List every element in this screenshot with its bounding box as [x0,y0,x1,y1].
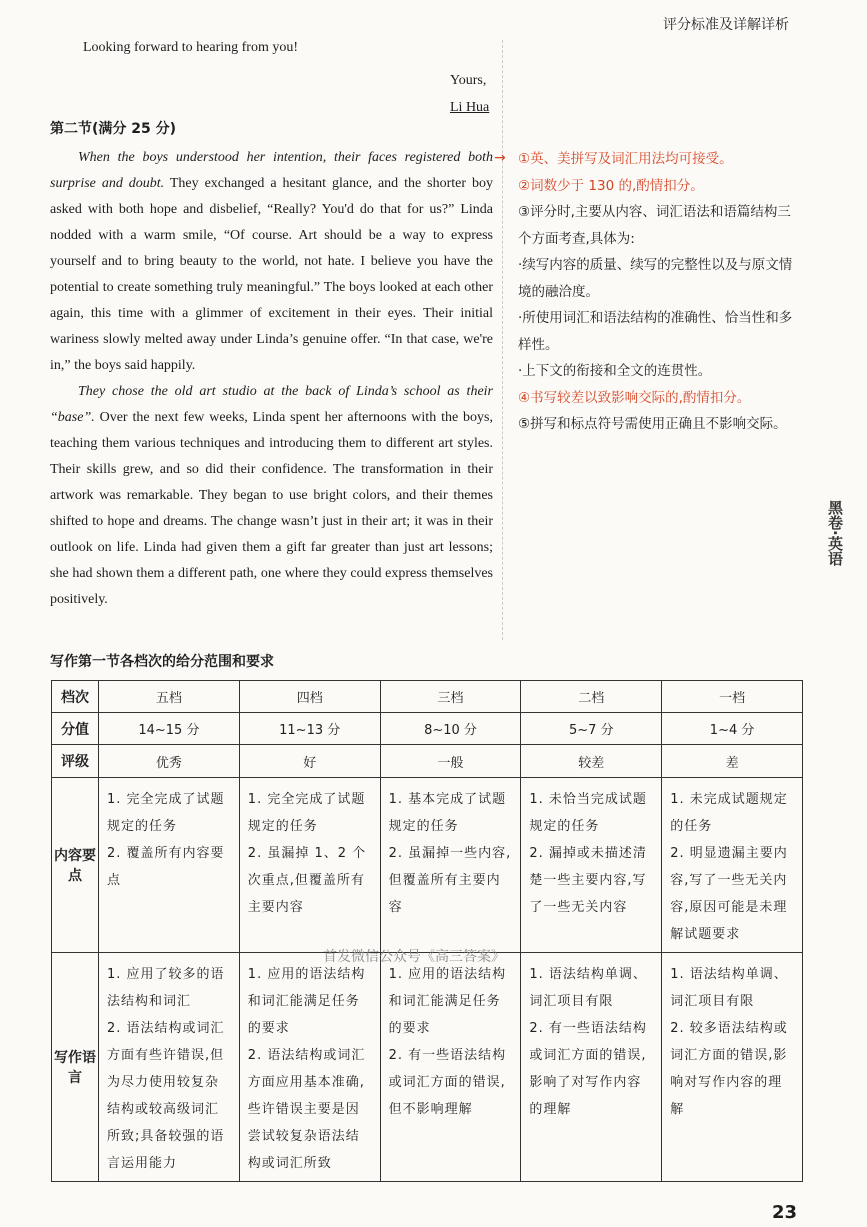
language-text: 1. 应用的语法结构和词汇能满足任务的要求 2. 有一些语法结构或词汇方面的错误,但不影响理解 [388,967,507,1117]
note-2-text: ②词数少于 130 的,酌情扣分。 [518,177,704,194]
score-cell: 8~10 分 [380,713,521,745]
essay-p1-body: They exchanged a hesitant glance, and the shorter boy asked with both hope and disbelief, “Really? You'd do that for us?” Linda nodded with a warm smile, “Of course. Art should be a way to express yourself and to bring beauty to the world, not hate. I believe you have the potential to create something truly meaningful.” The boys looked at each other again, this time with a glimmer of excitement in their eyes. Their initial wariness slowly melted away under Linda’s genuine offer. “In that case, we're in,” the boys said happily. [50,176,493,373]
note-2 [518,173,803,200]
level-cell: 二档 [521,681,662,713]
table-row-level [52,681,803,713]
content-text: 1. 完全完成了试题规定的任务 2. 虽漏掉 1、2 个次重点,但覆盖所有主要内容 [247,792,367,915]
content-text: 1. 基本完成了试题规定的任务 2. 虽漏掉一些内容,但覆盖所有主要内容 [388,792,512,915]
language-text: 1. 语法结构单调、词汇项目有限 2. 有一些语法结构或词汇方面的错误,影响了对写作内容的理解 [529,967,647,1117]
score-cell: 11~13 分 [239,713,380,745]
letter-yours: Yours, [450,73,487,88]
scoring-notes [518,146,803,438]
essay-paragraph-2 [50,379,493,613]
row-label-content: 内容要点 [52,778,99,953]
content-text: 1. 未完成试题规定的任务 2. 明显遗漏主要内容,写了一些无关内容,原因可能是未理解试题要求 [670,792,788,942]
score-cell: 1~4 分 [662,713,803,745]
letter-closing-line: Looking forward to hearing from you! [83,40,298,55]
rating-cell: 优秀 [99,745,240,778]
score-cell: 5~7 分 [521,713,662,745]
language-text: 1. 应用的语法结构和词汇能满足任务的要求 2. 语法结构或词汇方面应用基本准确,些许错误主要是因尝试较复杂语法结构或词汇所致 [247,967,366,1171]
level-cell: 三档 [380,681,521,713]
essay-p1-first-sentence: When the boys understood her intention, their faces registered both surprise and doubt. [50,150,493,191]
language-cell [239,953,380,1182]
row-label-score: 分值 [52,713,99,745]
side-tab-label: 黑卷·英语 [826,500,844,566]
note-3c: ·上下文的衔接和全文的连贯性。 [518,363,712,379]
content-cell [239,778,380,953]
rating-cell: 较差 [521,745,662,778]
table-row-content [52,778,803,953]
language-cell [99,953,240,1182]
note-5: ⑤拼写和标点符号需使用正确且不影响交际。 [518,416,787,432]
table-row-rating [52,745,803,778]
page-header-title: 评分标准及详解详析 [663,17,789,33]
column-divider [502,40,503,640]
language-cell [380,953,521,1182]
table-title: 写作第一节各档次的给分范围和要求 [50,654,274,670]
note-1: ①英、美拼写及词汇用法均可接受。 [518,151,733,167]
language-text: 1. 语法结构单调、词汇项目有限 2. 较多语法结构或词汇方面的错误,影响对写作内容的理解 [670,967,788,1117]
row-label-level: 档次 [52,681,99,713]
note-3b: ·所使用词汇和语法结构的准确性、恰当性和多样性。 [518,310,793,353]
essay-p2-body: Over the next few weeks, Linda spent her afternoons with the boys, teaching them various techniques and introducing them to different art styles. Their skills grew, and so did their confidence. The transformation in their artwork was remarkable. They began to use bright colors, and their themes shifted to hope and dreams. The change wasn’t just in their art; it was in their outlook on life. Linda had given them a gift far greater than just art lessons; she had shown them a different path, one where they could express themselves positively. [50,410,493,607]
content-text: 1. 未恰当完成试题规定的任务 2. 漏掉或未描述清楚一些主要内容,写了一些无关内容 [529,792,647,915]
content-cell [380,778,521,953]
section-title: 第二节(满分 25 分) [50,121,177,137]
essay-paragraph-1 [50,145,493,379]
grading-table [51,680,803,1182]
model-essay [50,145,493,613]
rating-cell: 好 [239,745,380,778]
level-cell: 五档 [99,681,240,713]
rating-cell: 一般 [380,745,521,778]
table-row-score [52,713,803,745]
score-cell: 14~15 分 [99,713,240,745]
language-text: 1. 应用了较多的语法结构和词汇 2. 语法结构或词汇方面有些许错误,但为尽力使用较复杂结构或较高级词汇所致;具备较强的语言运用能力 [107,967,225,1171]
letter-signature: Li Hua [450,100,490,115]
note-3a: ·续写内容的质量、续写的完整性以及与原文情境的融洽度。 [518,257,793,300]
arrow-icon: → [494,150,506,166]
note-4: ④书写较差以致影响交际的,酌情扣分。 [518,389,751,406]
content-cell [99,778,240,953]
watermark: 首发微信公众号《高三答案》 [323,949,505,965]
note-3: ③评分时,主要从内容、词汇语法和语篇结构三个方面考查,具体为: [518,204,791,247]
content-cell [521,778,662,953]
content-cell [662,778,803,953]
level-cell: 一档 [662,681,803,713]
page-number: 23 [772,1202,798,1223]
row-label-language: 写作语言 [52,953,99,1182]
language-cell [521,953,662,1182]
essay-p2-first-sentence: They chose the old art studio at the back of Linda’s school as their “base”. [50,384,493,425]
content-text: 1. 完全完成了试题规定的任务 2. 覆盖所有内容要点 [107,792,225,888]
level-cell: 四档 [239,681,380,713]
language-cell [662,953,803,1182]
table-row-language [52,953,803,1182]
row-label-rating: 评级 [52,745,99,778]
rating-cell: 差 [662,745,803,778]
